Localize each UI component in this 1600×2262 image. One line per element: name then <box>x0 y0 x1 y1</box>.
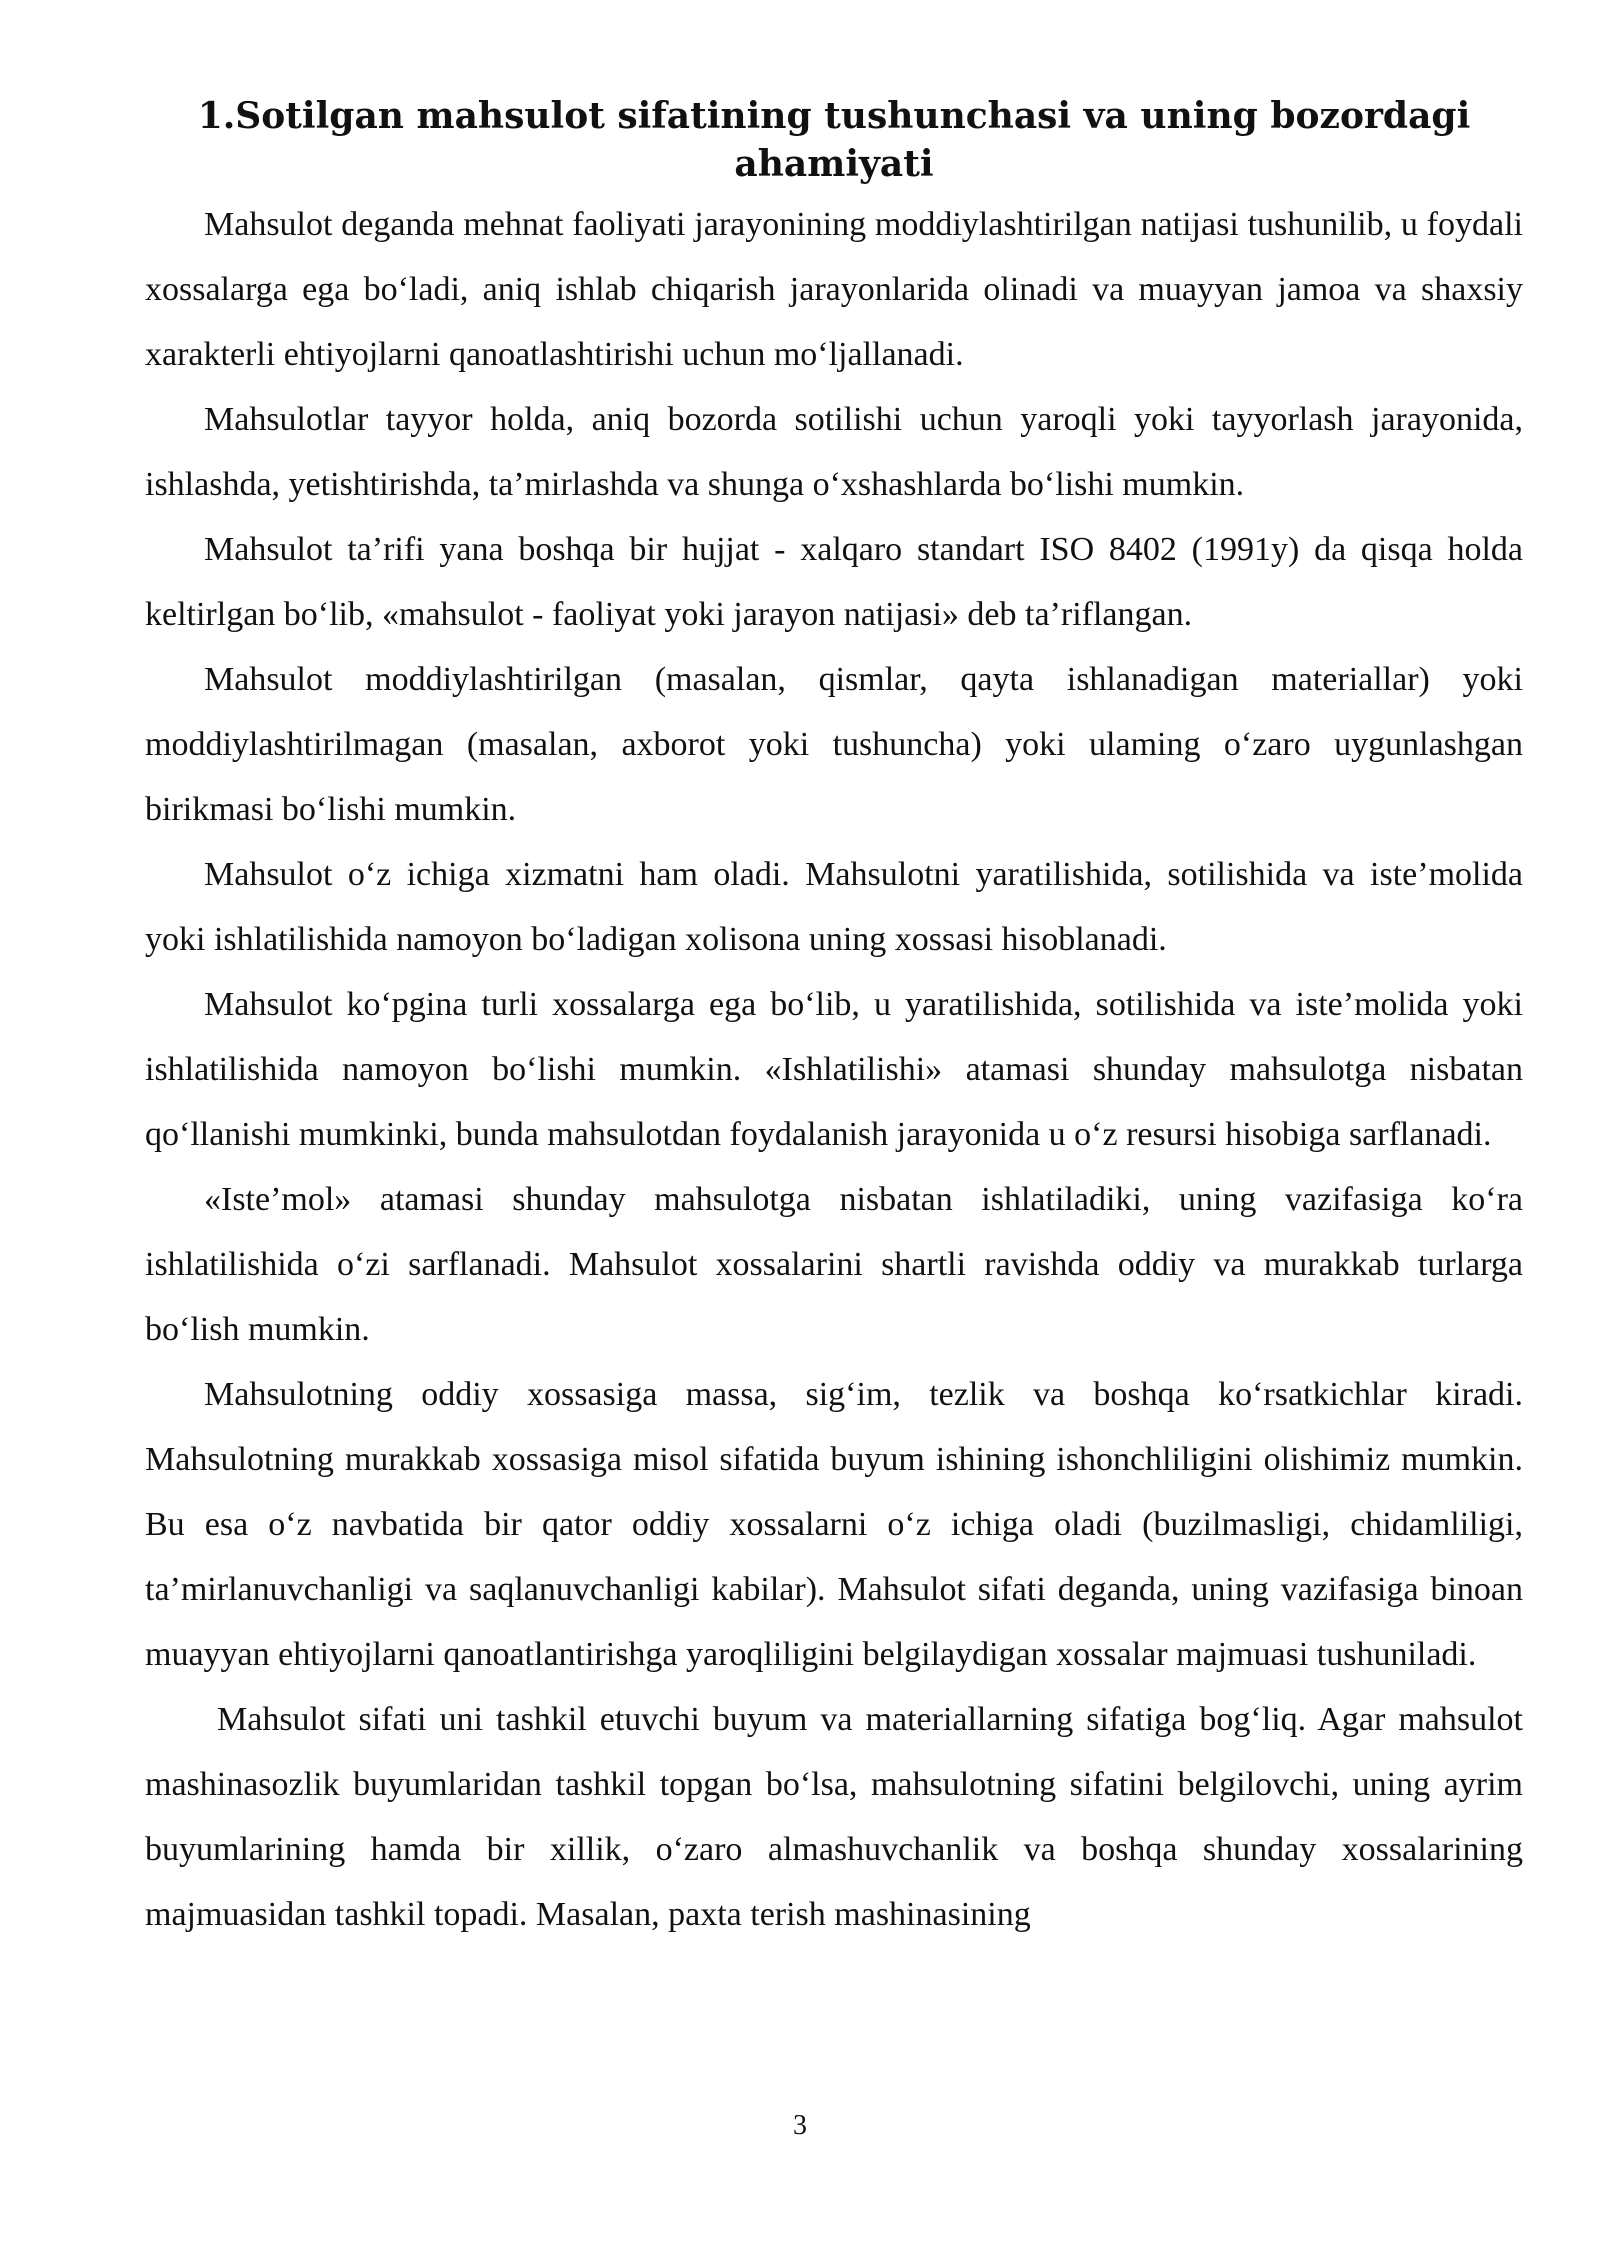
document-title: 1.Sotilgan mahsulot sifatining tushunchasi va uning bozordagi ahamiyati <box>197 95 1471 185</box>
paragraph-1: Mahsulot deganda mehnat faoliyati jarayonining moddiylashtirilgan natijasi tushunilib, u foydali xossalarga ega bo‘ladi, aniq ishlab chiqarish jarayonlarida olinadi va muayyan jamoa va shaxsiy xarakterli ehtiyojlarni qanoatlashtirishi uchun mo‘ljallanadi. <box>145 206 1523 373</box>
paragraph-6: Mahsulot ko‘pgina turli xossalarga ega bo‘lib, u yaratilishida, sotilishida va iste’molida yoki ishlatilishida namoyon bo‘lishi mumkin. «Ishlatilishi» atamasi shunday mahsulotga nisbatan qo‘llanishi mumkinki, bunda mahsulotdan foydalanish jarayonida u o‘z resursi hisobiga sarflanadi. <box>145 986 1523 1153</box>
paragraph-9: Mahsulot sifati uni tashkil etuvchi buyum va materiallarning sifatiga bog‘liq. Agar mahsulot mashinasozlik buyumlaridan tashkil topgan bo‘lsa, mahsulotning sifatini belgilovchi, uning ayrim buyumlarining hamda bir xillik, o‘zaro almashuvchanlik va boshqa shunday xossalarining majmuasidan tashkil topadi. Masalan, paxta terish mashinasining <box>145 1701 1523 1933</box>
paragraph-8: Mahsulotning oddiy xossasiga massa, sig‘im, tezlik va boshqa ko‘rsatkichlar kiradi. Mahsulotning murakkab xossasiga misol sifatida buyum ishining ishonchliligini olishimiz mumkin. Bu esa o‘z navbatida bir qator oddiy xossalarni o‘z ichiga oladi (buzilmasligi, chidamliligi, ta’mirlanuvchanligi va saqlanuvchanligi kabilar). Mahsulot sifati deganda, uning vazifasiga binoan muayyan ehtiyojlarni qanoatlantirishga yaroqliligini belgilaydigan xossalar majmuasi tushuniladi. <box>145 1376 1523 1673</box>
page-number: 3 <box>793 2110 807 2141</box>
paragraph-7: «Iste’mol» atamasi shunday mahsulotga nisbatan ishlatiladiki, uning vazifasiga ko‘ra ishlatilishida o‘zi sarflanadi. Mahsulot xossalarini shartli ravishda oddiy va murakkab turlarga bo‘lish mumkin. <box>145 1181 1523 1348</box>
paragraph-2: Mahsulotlar tayyor holda, aniq bozorda sotilishi uchun yaroqli yoki tayyorlash jarayonida, ishlashda, yetishtirishda, ta’mirlashda va shunga o‘xshashlarda bo‘lishi mumkin. <box>145 401 1523 503</box>
paragraph-4: Mahsulot moddiylashtirilgan (masalan, qismlar, qayta ishlanadigan materiallar) yoki moddiylashtirilmagan (masalan, axborot yoki tushuncha) yoki ulaming o‘zaro uygunlashgan birikmasi bo‘lishi mumkin. <box>145 661 1523 828</box>
paragraph-3: Mahsulot ta’rifi yana boshqa bir hujjat - xalqaro standart ISO 8402 (1991y) da qisqa holda keltirlgan bo‘lib, «mahsulot - faoliyat yoki jarayon natijasi» deb ta’riflangan. <box>145 531 1523 633</box>
document-page <box>145 92 1523 1947</box>
paragraph-5: Mahsulot o‘z ichiga xizmatni ham oladi. Mahsulotni yaratilishida, sotilishida va iste’molida yoki ishlatilishida namoyon bo‘ladigan xolisona uning xossasi hisoblanadi. <box>145 856 1523 958</box>
